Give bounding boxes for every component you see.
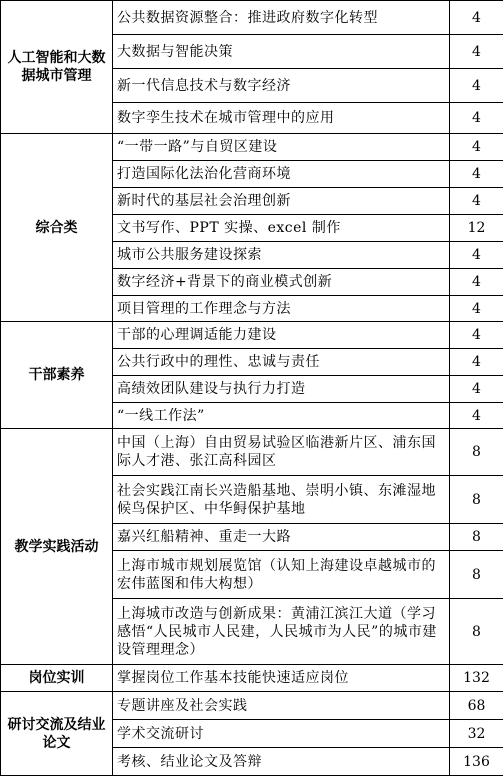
topic-cell: 中国（上海）自由贸易试验区临港新片区、浦东国际人才港、张江高科园区 xyxy=(113,429,450,476)
hours-cell: 8 xyxy=(450,599,503,665)
topic-cell: “一线工作法” xyxy=(113,403,450,429)
hours-cell: 4 xyxy=(450,188,503,215)
topic-cell: 公共数据资源整合：推进政府数字化转型 xyxy=(113,1,450,35)
hours-cell: 68 xyxy=(450,692,503,720)
topic-cell: 新一代信息技术与数字经济 xyxy=(113,69,450,103)
hours-cell: 4 xyxy=(450,376,503,403)
hours-cell: 4 xyxy=(450,134,503,161)
topic-cell: 考核、结业论文及答辩 xyxy=(113,748,450,776)
topic-cell: 数字经济+背景下的商业模式创新 xyxy=(113,269,450,296)
topic-cell: 专题讲座及社会实践 xyxy=(113,692,450,720)
table-row xyxy=(1,1,503,35)
topic-cell: 打造国际化法治化营商环境 xyxy=(113,161,450,188)
topic-cell: 文书写作、PPT 实操、excel 制作 xyxy=(113,215,450,242)
hours-cell: 132 xyxy=(450,665,503,692)
topic-cell: 社会实践江南长兴造船基地、崇明小镇、东滩湿地候鸟保护区、中华鲟保护基地 xyxy=(113,476,450,524)
topic-cell: 嘉兴红船精神、重走一大路 xyxy=(113,524,450,551)
topic-cell: 上海市城市规划展览馆（认知上海建设卓越城市的宏伟蓝图和伟大构想） xyxy=(113,551,450,599)
hours-cell: 8 xyxy=(450,551,503,599)
hours-cell: 4 xyxy=(450,269,503,296)
table-row xyxy=(1,322,503,349)
category-cell: 教学实践活动 xyxy=(1,429,113,665)
category-cell: 岗位实训 xyxy=(1,665,113,692)
topic-cell: 学术交流研讨 xyxy=(113,720,450,748)
category-cell: 研讨交流及结业论文 xyxy=(1,692,113,776)
topic-cell: 上海城市改造与创新成果：黄浦江滨江大道（学习感悟“人民城市人民建，人民城市为人民”的城市建设管理理念） xyxy=(113,599,450,665)
topic-cell: 高绩效团队建设与执行力打造 xyxy=(113,376,450,403)
table-row xyxy=(1,692,503,720)
topic-cell: “一带一路”与自贸区建设 xyxy=(113,134,450,161)
topic-cell: 项目管理的工作理念与方法 xyxy=(113,296,450,322)
hours-cell: 4 xyxy=(450,161,503,188)
hours-cell: 8 xyxy=(450,524,503,551)
topic-cell: 新时代的基层社会治理创新 xyxy=(113,188,450,215)
category-cell: 干部素养 xyxy=(1,322,113,429)
table-row xyxy=(1,665,503,692)
table-row xyxy=(1,429,503,476)
hours-cell: 4 xyxy=(450,103,503,134)
hours-cell: 4 xyxy=(450,403,503,429)
hours-cell: 4 xyxy=(450,35,503,69)
topic-cell: 大数据与智能决策 xyxy=(113,35,450,69)
hours-cell: 4 xyxy=(450,349,503,376)
hours-cell: 4 xyxy=(450,296,503,322)
topic-cell: 掌握岗位工作基本技能快速适应岗位 xyxy=(113,665,450,692)
category-cell: 人工智能和大数据城市管理 xyxy=(1,1,113,134)
hours-cell: 8 xyxy=(450,476,503,524)
topic-cell: 数字孪生技术在城市管理中的应用 xyxy=(113,103,450,134)
hours-cell: 8 xyxy=(450,429,503,476)
hours-cell: 12 xyxy=(450,215,503,242)
hours-cell: 136 xyxy=(450,748,503,776)
table-row xyxy=(1,134,503,161)
topic-cell: 干部的心理调适能力建设 xyxy=(113,322,450,349)
topic-cell: 城市公共服务建设探索 xyxy=(113,242,450,269)
hours-cell: 32 xyxy=(450,720,503,748)
topic-cell: 公共行政中的理性、忠诚与责任 xyxy=(113,349,450,376)
hours-cell: 4 xyxy=(450,69,503,103)
category-cell: 综合类 xyxy=(1,134,113,322)
hours-cell: 4 xyxy=(450,242,503,269)
hours-cell: 4 xyxy=(450,1,503,35)
hours-cell: 4 xyxy=(450,322,503,349)
